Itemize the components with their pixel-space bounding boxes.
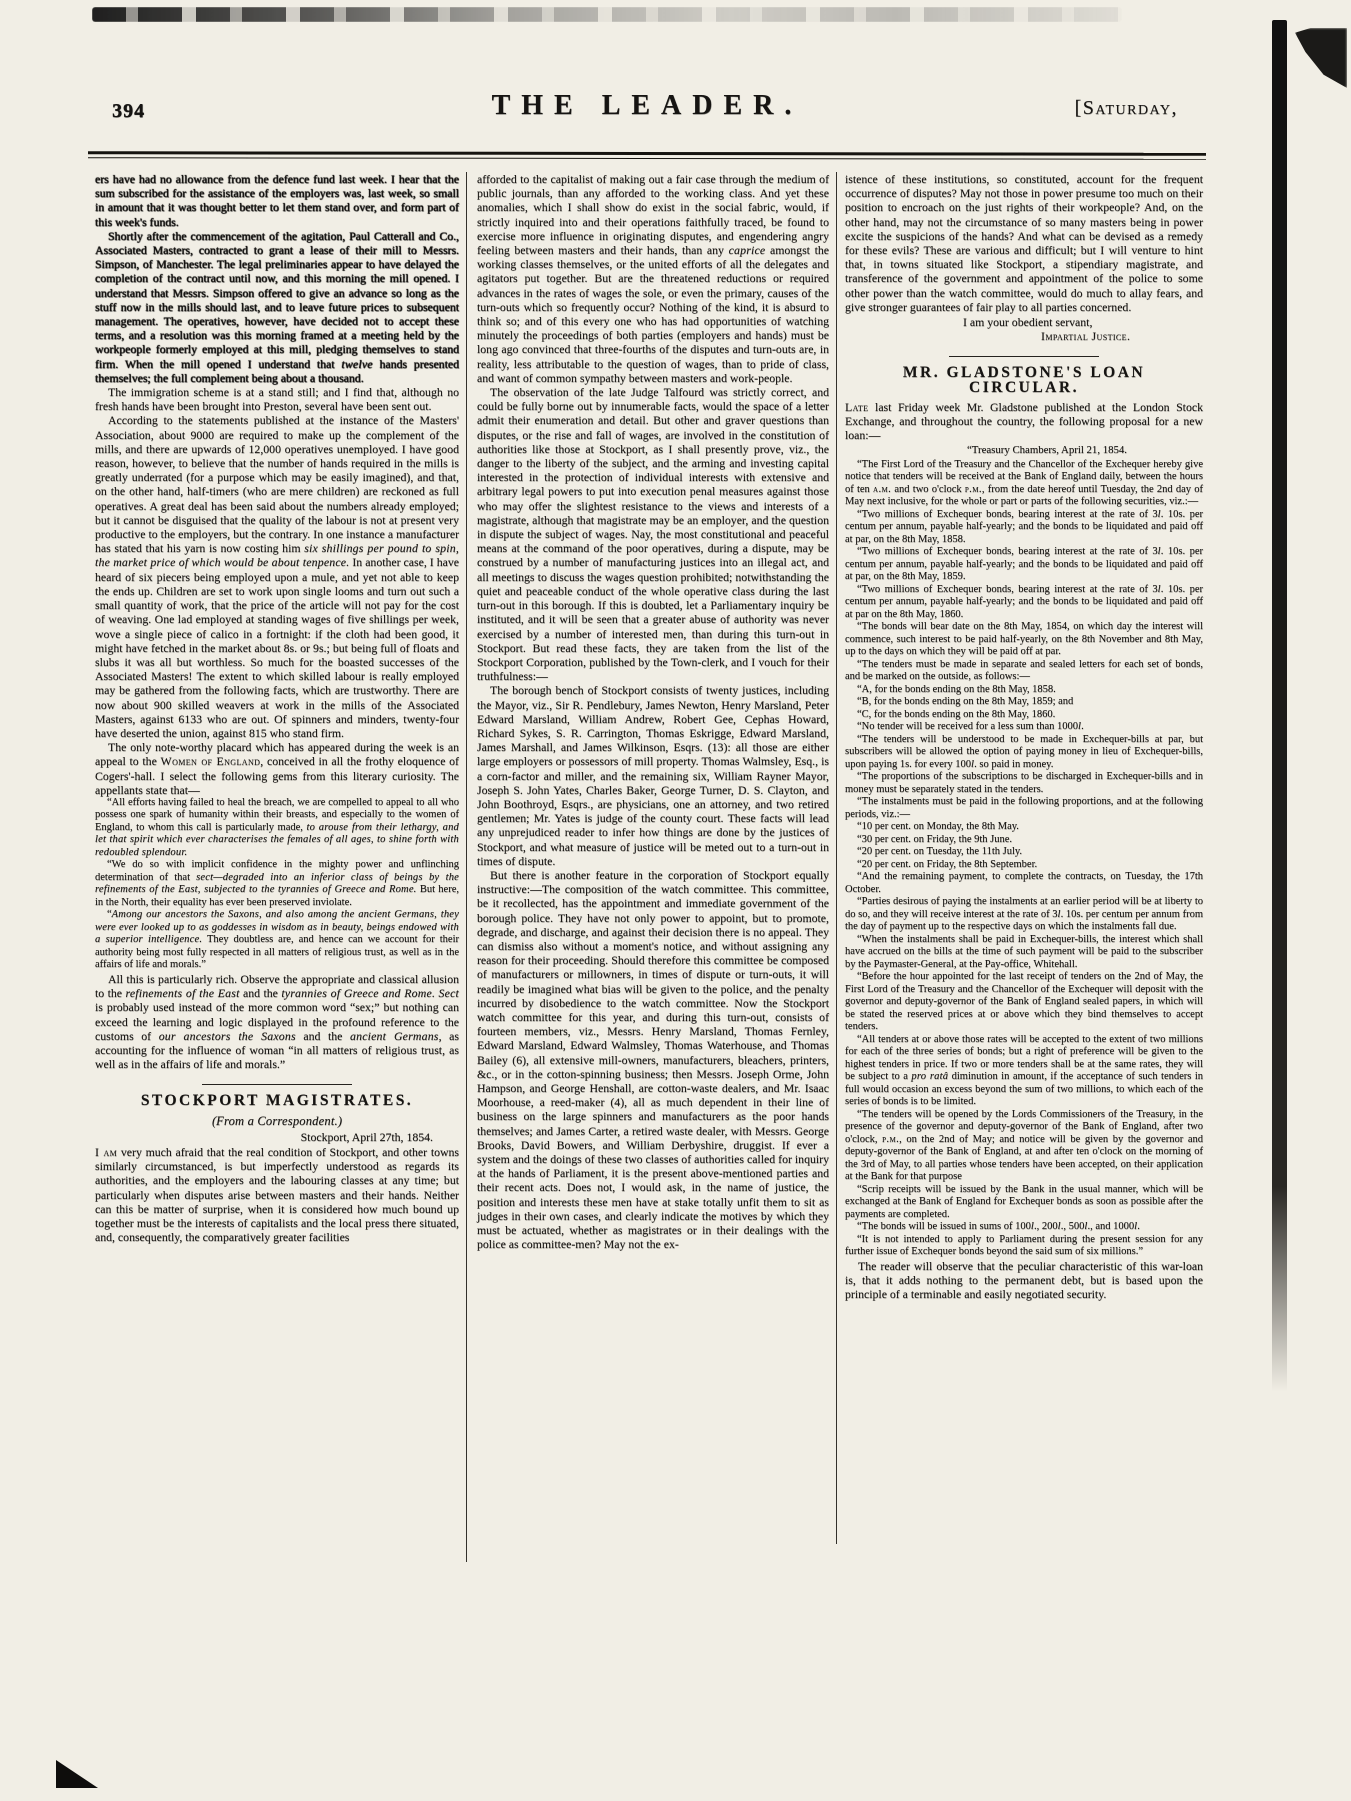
column-2 <box>477 172 829 1251</box>
quote-paragraph: “Two millions of Exchequer bonds, bearing interest at the rate of 3l. 10s. per centum per annum, payable half-yearly; and the bonds to be liquidated and paid off at par, on the 8th May, 1858. <box>845 508 1203 545</box>
quote-paragraph: “And the remaining payment, to complete the contracts, on Tuesday, the 17th October. <box>845 871 1203 895</box>
column-divider-2 <box>836 172 837 1544</box>
quote-paragraph: “Scrip receipts will be issued by the Bank in the usual manner, which will be exchanged at the Bank of England for Exchequer bonds as soon as possible after the payments are completed. <box>845 1183 1203 1220</box>
quote-paragraph: “No tender will be received for a less sum than 1000l. <box>857 721 1084 733</box>
quote-paragraph: “Among our ancestors the Saxons, and also among the ancient Germans, they were ever looked up to as goddesses in wisdom as in beauty, beings endowed with a superior intelligence. They doubtless are, and hence can we account for their authority being most fully respected in all matters of religious trust, as well as in the affairs of life and morals.” <box>95 909 459 971</box>
quote-paragraph: “The bonds will be issued in sums of 100l., 200l., 500l., and 1000l. <box>857 1221 1140 1233</box>
quote-paragraph: “The bonds will bear date on the 8th May, 1854, on which day the interest will commence, such interest to be paid half-yearly, on the 8th November and 8th May, up to the days on which they will be paid off at par. <box>845 621 1203 658</box>
quote-paragraph: “We do so with implicit confidence in the mighty power and unflinching determination of that sect—degraded into an inferior class of beings by the refinements of the East, subjected to the tyrannies of Greece and Rome. But here, in the North, their equality has ever been preserved inviolate. <box>95 859 459 908</box>
letter-dateline: “Treasury Chambers, April 21, 1854. <box>966 444 1128 457</box>
continuation-paragraph: afforded to the capitalist of making out a fair case through the medium of public journals, than any afforded to the working class. And yet these anomalies, which I shall show do exist in the social fabric, would, if strictly inquired into and their operations faithfully traced, be found to exercise more influence in originating disputes, and engendering angry feeling between masters and their hands, than any caprice amongst the working classes themselves, or the united efforts of all the delegates and agitators put together. But are the threatened reductions or required advances in the rates of wages the sole, or even the primary, causes of the turn-outs which so frequently occur? Nothing of the kind, it is absurd to think so; and of this every one who has had opportunities of watching minutely the proceedings of both parties (employers and hands) must be long ago convinced that three-fourths of the disputes and turn-outs are, in reality, less attributable to the question of wages, than to pride of class, and want of common sympathy between masters and work-people. <box>477 172 829 385</box>
quote-paragraph: “C, for the bonds ending on the 8th May, 1860. <box>857 708 1056 720</box>
paragraph: The only note-worthy placard which has appeared during the week is an appeal to the Women of England, conceived in all the frothy eloquence of Cogers'-hall. I select the following gems from this literary curiosity. The appellants state that— <box>95 740 459 797</box>
quote-paragraph: “All efforts having failed to heal the breach, we are compelled to appeal to all who possess one spark of humanity within their breasts, and especially to the women of England, to whom this call is particularly made, to arouse from their lethargy, and let that spirit which ever characterises the females of all ages, to shine forth with redoubled splendour. <box>95 796 459 858</box>
dateline: Stockport, April 27th, 1854. <box>300 1129 433 1144</box>
signature: Impartial Justice. <box>1041 329 1131 344</box>
quote-paragraph: “The tenders must be made in separate and sealed letters for each set of bonds, and be marked on the outside, as follows:— <box>845 658 1203 683</box>
byline: (From a Correspondent.) <box>211 1113 343 1128</box>
quote-paragraph: “The instalments must be paid in the following proportions, and at the following periods, viz.:— <box>845 796 1203 820</box>
paragraph: All this is particularly rich. Observe the appropriate and classical allusion to the refinements of the East and the tyrannies of Greece and Rome. Sect is probably used instead of the more common word “sex;” but nothing can exceed the learning and logic displayed in the profound reference to the customs of our ancestors the Saxons and the ancient Germans, as accounting for the influence of woman “in all matters of religious trust, as well as in the affairs of life and morals.” <box>95 971 459 1072</box>
quote-paragraph: “The First Lord of the Treasury and the Chancellor of the Exchequer hereby give notice that tenders will be received at the Bank of England daily, between the hours of ten a.m. and two o'clock p.m., from the date hereof until Tuesday, the 2nd day of May next inclusive, for the whole or part or parts of the following securities, viz.:— <box>845 458 1204 508</box>
section-heading: STOCKPORT MAGISTRATES. <box>140 1092 414 1110</box>
scan-edge-bar <box>1272 20 1287 1392</box>
continuation-paragraph: ers have had no allowance from the defence fund last week. I hear that the sum subscribed for the assistance of the employers was, last week, so small in amount that it was thought better to let them stand over, and form part of this week's funds. <box>95 172 459 229</box>
paragraph: But there is another feature in the corporation of Stockport equally instructive:—The composition of the watch committee. This committee, be it recollected, has the appointment and immediate government of the borough police. They have not only power to appoint, but to promote, degrade, and discharge, and against their decision there is no appeal. They can dismiss also without a moment's notice, and without assigning any reason for their proceeding. Should therefore this committee be composed of manufacturers or millowners, in times of dispute or turn-outs, it will readily be imagined what bias will be given to the police, and the penalty incurred by disobedience to the watch committee. Now the Stockport watch committee for this year, and during this turn-out, consists of fourteen members, viz., Messrs. Henry Marsland, Thomas Fernley, Edward Marsland, Edward Walmsley, Thomas Waterhouse, and Thomas Bailey (6), all extensive mill-owners, manufacturers, bleachers, printers, &c., or in the cotton-spinning business; then Messrs. Joseph Orme, John Hampson, and George Henshall, are cotton-waste dealers, and Mr. Isaac Moorhouse, a reed-maker (4), all as much dependent in their line of business on the large spinners and manufacturers as the poor hands themselves; and James Carter, a retired waste dealer, with Messrs. George Brooks, David Bowers, and William Derbyshire, druggist. If ever a system and the doings of these two classes of authorities called for inquiry at the hands of Parliament, it is the present above-mentioned parties and their recent acts. Does not, I would ask, in the name of justice, the position and interests these men have at stake totally unfit them to sit as judges in their own cases, and clearly indicate the motives by which they must be actuated, whether as magistrates or in their dealings with the police as committee-men? May not the ex- <box>477 867 829 1252</box>
issue-day: [Saturday, <box>1074 97 1178 119</box>
quote-paragraph: “20 per cent. on Tuesday, the 11th July. <box>857 846 1023 858</box>
section-heading: MR. GLADSTONE'S LOAN CIRCULAR. <box>902 364 1146 396</box>
quote-paragraph: “The tenders will be opened by the Lords Commissioners of the Treasury, in the presence of the governor and deputy-governor of the Bank of England, after two o'clock, p.m., on the 2nd of May; and notice will be given by the governor and deputy-governor of the Bank of England, at and after ten o'clock on the morning of the 3rd of May, to all parties whose tenders have been accepted, on their application at the Bank for that purpose <box>845 1108 1203 1183</box>
scan-corner-blob <box>1295 28 1347 88</box>
paragraph: The observation of the late Judge Talfourd was strictly correct, and could be fully borne out by innumerable facts, would the space of a letter admit their enumeration and detail. But other and graver questions than disputes, or the rise and fall of wages, are involved in the constitution of authorities like those at Stockport, as I shall presently prove, viz., the danger to the liberty of the subject, and the arming and investing capital interested in the protection of individual interests with extensive and arbitrary legal powers to put into execution penal measures against those who may offer the slightest resistance to the views and interests of a magistrate, although that magistrate may be an employer, and the question in dispute the subject of wages. Nay, the most constitutional and peaceful means at the command of the poor operatives, during a dispute, may be construed by a number of manufacturing justices into an illegal act, and all meetings to discuss the wages question prohibited; notwithstanding the quiet and peaceable conduct of the whole operative class during the last turn-out in this borough. If this is doubted, let a Parliamentary inquiry be instituted, and it will be seen that a greater abuse of authority was never exercised by a number of interested men, than during this turn-out in Stockport. But read these facts, they are taken from the list of the Stockport Corporation, published by the Town-clerk, and I vouch for their truthfulness:— <box>477 385 829 684</box>
quote-paragraph: “All tenders at or above those rates will be accepted to the extent of two millions for each of the three series of bonds; but a right of preference will be given to the highest tenders in price. If two or more tenders shall be at the same rates, they will be subject to a pro ratâ diminution in amount, if the acceptance of such tenders in full would occasion an excess beyond the sum of two millions, to which each of the series of bonds is to be limited. <box>845 1033 1204 1108</box>
paragraph: The immigration scheme is at a stand still; and I find that, although no fresh hands have been brought into Preston, several have been sent out. <box>95 385 459 414</box>
quote-paragraph: “When the instalments shall be paid in Exchequer-bills, the interest which shall have accrued on the bills at the time of such payment will be paid to the subscriber by the Paymaster-General, at the Pay-office, Whitehall. <box>845 933 1203 970</box>
quote-paragraph: “Before the hour appointed for the last receipt of tenders on the 2nd of May, the First Lord of the Treasury and the Chancellor of the Exchequer will deposit with the governor and deputy-governor of the Bank of England sealed papers, in which will be stated the reserved prices at or above which they bind themselves to accept tenders. <box>845 971 1203 1033</box>
paragraph: Shortly after the commencement of the agitation, Paul Catterall and Co., Associated Masters, contracted to grant a lease of their mill to Messrs. Simpson, of Manchester. The legal preliminaries appear to have delayed the completion of the contract until now, and this morning the mill opened. I understand that Messrs. Simpson offered to give an advance so long as the stuff now in the mills should last, and to leave future prices to subsequent management. The operatives, however, have decided not to accept these terms, and a resolution was this morning framed at a meeting held by the workpeople formerly employed at this mill, pledging themselves to stand firm. When the mill opened I understand that twelve hands presented themselves; the full complement being about a thousand. <box>95 228 459 385</box>
page-corner-fold <box>56 1760 98 1788</box>
quote-paragraph: “A, for the bonds ending on the 8th May, 1858. <box>857 683 1056 695</box>
quote-paragraph: “It is not intended to apply to Parliament during the present session for any further issue of Exchequer bonds beyond the said sum of six millions.” <box>845 1233 1203 1258</box>
masthead <box>88 90 1206 142</box>
quote-paragraph: “The proportions of the subscriptions to be discharged in Exchequer-bills and in money must be separately stated in the tenders. <box>845 771 1203 795</box>
quote-paragraph: “10 per cent. on Monday, the 8th May. <box>857 821 1019 833</box>
quote-paragraph: “Two millions of Exchequer bonds, bearing interest at the rate of 3l. 10s. per centum per annum, payable half-yearly; and the bonds to be liquidated and paid off at par on the 8th May, 1860. <box>845 583 1203 620</box>
column-divider-1 <box>466 172 467 1562</box>
quote-paragraph: “B, for the bonds ending on the 8th May, 1859; and <box>857 696 1074 708</box>
masthead-rule <box>88 151 1206 160</box>
column-1 <box>95 172 459 1244</box>
continuation-paragraph: Late last Friday week Mr. Gladstone published at the London Stock Exchange, and throughout the country, the following proposal for a new loan:— <box>845 399 1203 443</box>
quote-paragraph: “20 per cent. on Friday, the 8th September. <box>857 858 1038 870</box>
continuation-paragraph: I am very much afraid that the real condition of Stockport, and other towns similarly circumstanced, is but imperfectly understood as regards its authorities, and the employers and the labouring classes at any time; but particularly when disputes arise between masters and their hands. Neither can this be matter of surprise, when it is considered how much bound up together must be the interests of capitalists and the local press there situated, and, consequently, the comparatively greater facilities <box>95 1144 460 1245</box>
page-number: 394 <box>112 100 145 122</box>
newspaper-title: THE LEADER. <box>491 90 803 121</box>
paragraph: The borough bench of Stockport consists of twenty justices, including the Mayor, viz., Sir R. Pendlebury, James Newton, Henry Marsland, Peter Edward Marsland, William Andrew, Robert Gee, Cephas Howard, Richard Sykes, S. R. Carrington, Thomas Eskrigge, Edward Marsland, James Marshall, and James Wilkinson, Esqrs. (13): all those are either large employers or possessors of mill property. Thomas Walmsley, Esq., is a corn-factor and miller, and the remaining six, William Rayner Mayor, Joseph S. John Yates, Charles Baker, George Turner, D. S. Clayton, and John Boothroyd, Esqrs., are physicians, one an attorney, and two retired gentlemen; Mr. Yates is judge of the county court. These facts will lead any unprejudiced reader to infer how things are done by the justices of Stockport, and what measure of justice will be meted out to a turn-out in times of dispute. <box>477 683 829 868</box>
separator-rule <box>202 1084 352 1085</box>
quote-paragraph: “Parties desirous of paying the instalments at an earlier period will be at liberty to do so, and they will receive interest at the rate of 3l. 10s. per centum per annum from the day of payment up to the respective days on which the instalments fall due. <box>845 896 1203 933</box>
closing-paragraph: The reader will observe that the peculiar characteristic of this war-loan is, that it adds nothing to the permanent debt, but is based upon the principle of a terminable and easily negotiated security. <box>845 1258 1203 1302</box>
continuation-paragraph: istence of these institutions, so constituted, account for the frequent occurrence of disputes? May not those in power presume too much on their position to encroach on the just rights of their workpeople? And, on the other hand, may not the circumstance of so many masters being in power excite the suspicions of the hands? And what can be devised as a remedy for these evils? These are various and difficult; but I will venture to hint that, in towns situated like Stockport, a stipendiary magistrate, and transference of the government and appointment of the police to some other power than the watch committee, would do much to allay fears, and give stronger guarantees of fair play to all parties concerned. <box>845 172 1203 314</box>
quote-paragraph: “30 per cent. on Friday, the 9th June. <box>857 833 1013 845</box>
scan-smudge-top <box>92 7 1122 22</box>
valediction: I am your obedient servant, <box>963 315 1093 330</box>
paragraph: According to the statements published at the instance of the Masters' Association, about 9000 are required to make up the complement of the mills, and there are upwards of 12,000 operatives unemployed. I have good reason, however, to believe that the number of hands required in the mills is greatly underrated (for a purpose which may be easily imagined), and that, on the other hand, half-timers (who are mere children) are reckoned as full operatives. A great deal has been said about the numbers already employed; but it cannot be disguised that the quality of the labour is not at present very productive to the employers, but the contrary. In one instance a manufacturer has stated that his yarn is now costing him six shillings per pound to spin, the market price of which would be about tenpence. In another case, I have heard of six piecers being employed upon a mule, and yet not able to keep the ends up. Children are set to work upon single looms and turn out such a small quantity of work, that the price of the article will not pay for the cost of weaving. One lad employed at standing wages of five shillings per week, wove a single piece of calico in a fortnight: if the cloth had been good, it might have fetched in the market about 8s. or 9s.; but being full of floats and slubs it was all but worthless. So much for the boasted successes of the Associated Masters! The extent to which skilled labour is really employed may be gathered from the following facts, which are trustworthy. There are now about 900 skilled weavers at work in the mills of the Associated Masters, against 6133 who are out. Of spinners and minders, twenty-four have deserted the union, against 815 who stand firm. <box>95 413 459 740</box>
quote-paragraph: “Two millions of Exchequer bonds, bearing interest at the rate of 3l. 10s. per centum per annum, payable half-yearly; and the bonds to be liquidated and paid off at par, on the 8th May, 1859. <box>845 546 1203 583</box>
separator-rule <box>949 356 1099 357</box>
quote-paragraph: “The tenders will be understood to be made in Exchequer-bills at par, but subscribers will be allowed the option of paying money in lieu of Exchequer-bills, upon paying 1s. for every 100l. so paid in money. <box>845 733 1203 770</box>
column-3 <box>845 172 1203 1301</box>
